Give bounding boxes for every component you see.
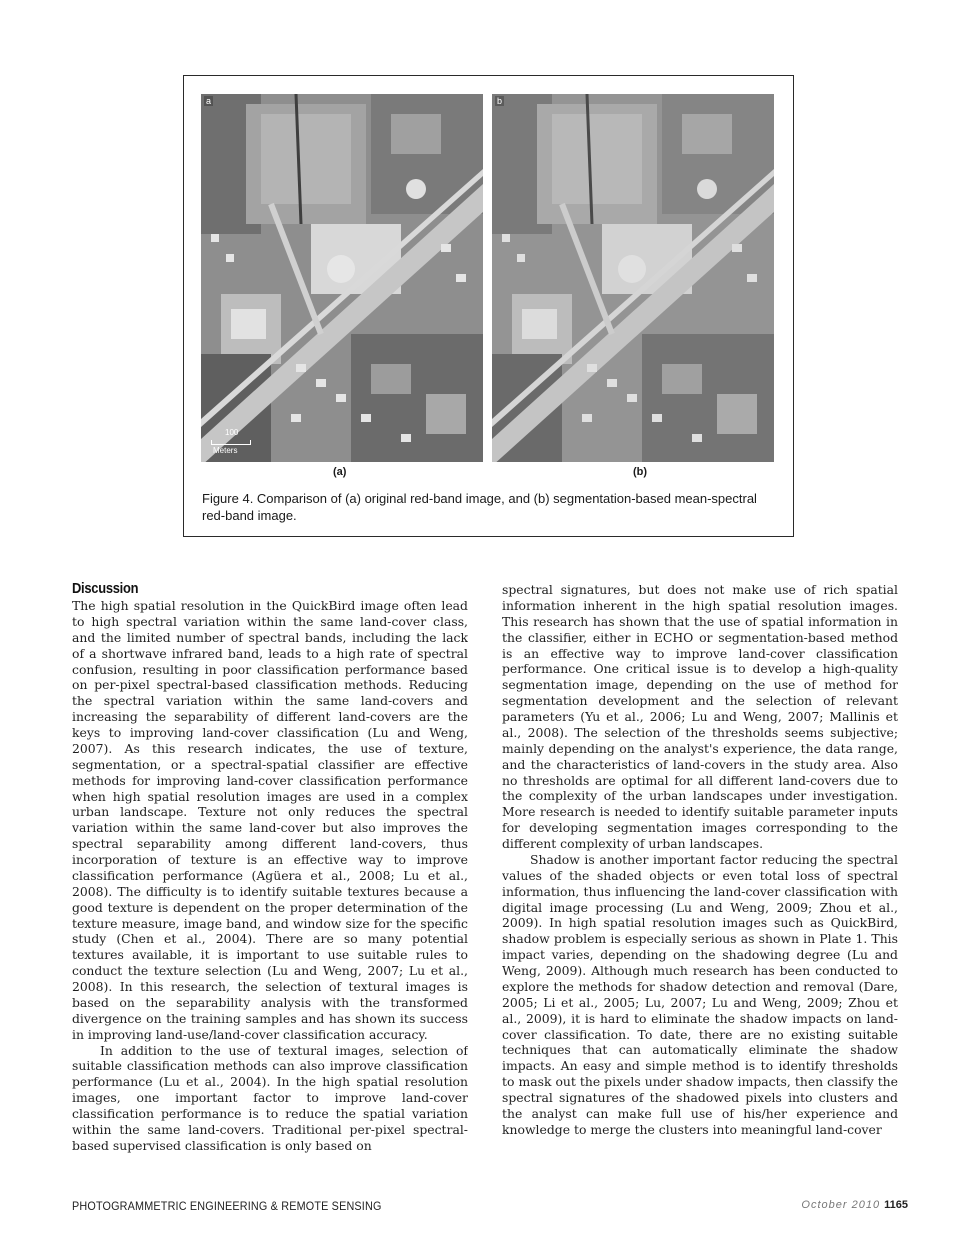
scale-value: 100 bbox=[225, 428, 239, 437]
right-column bbox=[502, 582, 898, 1173]
issue-date: October 2010 bbox=[801, 1199, 881, 1211]
scale-line bbox=[211, 440, 251, 445]
scale-unit: Meters bbox=[213, 446, 238, 455]
subcaption-b: (b) bbox=[633, 466, 648, 478]
left-column bbox=[72, 598, 468, 1173]
page-number: 1165 bbox=[884, 1199, 908, 1211]
aerial-image-segmented bbox=[492, 94, 774, 462]
paragraph: Shadow is another important factor reducing the spectral values of the shaded objects or even total loss of spectral information, thus influencing the land-cover classification with digital image processing (Lu and Weng, 2009; Zhou et al., 2009). In high spatial resolution images such as QuickBird, shadow problem is especially serious as shown in Plate 1. This impact varies, depending on the shadowing degree (Lu and Weng, 2009). Although much research has been conducted to explore the methods for shadow detection and removal (Dare, 2005; Li et al., 2005; Lu, 2007; Lu and Weng, 2009; Zhou et al., 2009), it is hard to eliminate the shadow impacts on land-cover classification. To date, there are no existing suitable techniques that can automatically eliminate the shadow impacts. An easy and simple method is to identify thresholds to mask out the pixels under shadow impacts, then classify the spectral signatures of the shadowed pixels into clusters and the analyst can make full use of his/her experience and knowledge to merge the clusters into meaningful land-cover bbox=[502, 851, 898, 1137]
subcaption-a: (a) bbox=[333, 466, 347, 478]
paragraph: spectral signatures, but does not make use of rich spatial information inherent in the high spatial resolution images. This research has shown that the use of spatial information in the classifier, either in ECHO or segmentation-based method is an effective way to improve land-cover classification performance. One critical issue is to develop a high-quality segmentation image, depending on the use of method for segmentation development and the selection of relevant parameters (Yu et al., 2006; Lu and Weng, 2007; Mallinis et al., 2008). The selection of the thresholds seems subjective; mainly depending on the analyst's experience, the data range, and the characteristics of land-covers in the study area. Also no thresholds are optimal for all different land-covers due to the complexity of the urban landscapes under investigation. More research is needed to identify suitable parameter inputs for developing segmentation images corresponding to the different complexity of urban landscapes. bbox=[502, 582, 898, 851]
section-heading: Discussion bbox=[72, 580, 139, 597]
aerial-image-graphic bbox=[201, 94, 483, 462]
figure-caption: Figure 4. Comparison of (a) original red-band image, and (b) segmentation-based mean-spectral red-band image. bbox=[202, 491, 757, 523]
paragraph: The high spatial resolution in the QuickBird image often lead to high spectral variation within the same land-cover class, and the limited number of spectral bands, including the lack of a shortwave infrared band, leads to a high rate of spectral confusion, resulting in poor classification performance based on per-pixel spectral-based classification methods. Reducing the spectral variation within the same land-covers and increasing the separability of different land-covers are the keys to improving land-cover classification (Lu and Weng, 2007). As this research indicates, the use of texture, segmentation, or a spectral-spatial classifier are effective methods for improving land-cover classification performance when high spatial resolution images are used in a complex urban landscape. Texture not only reduces the spectral variation within the same land-cover but also improves the spectral separability among different land-covers, thus incorporation of texture is an effective way to improve classification performance (Agüera et al., 2008; Lu et al., 2008). The difficulty is to identify suitable textures because a good texture is dependent on the proper determination of the texture measure, image band, and window size for the specific study (Chen et al., 2004). There are so many potential textures available, it is important to use suitable rules to conduct the texture selection (Lu and Weng, 2007; Lu et al., 2008). In this research, the selection of textural images is based on the separability analysis with the transformed divergence on the training samples and has shown its success in improving land-use/land-cover classification accuracy. bbox=[72, 598, 468, 1042]
panel-letter-a: a bbox=[206, 96, 212, 106]
panel-letter-b: b bbox=[497, 96, 503, 106]
aerial-image-original bbox=[201, 94, 483, 462]
paragraph: In addition to the use of textural images, selection of suitable classification methods can also improve classification performance (Lu et al., 2004). In the high spatial resolution images, one important factor to improve land-cover classification performance is to reduce the spatial variation within the same land-covers. Traditional per-pixel spectral-based supervised classification is only based on bbox=[72, 1042, 468, 1153]
page-footer-right bbox=[801, 1199, 908, 1211]
journal-name: PHOTOGRAMMETRIC ENGINEERING & REMOTE SENSING bbox=[72, 1199, 382, 1213]
aerial-image-graphic bbox=[492, 94, 774, 462]
